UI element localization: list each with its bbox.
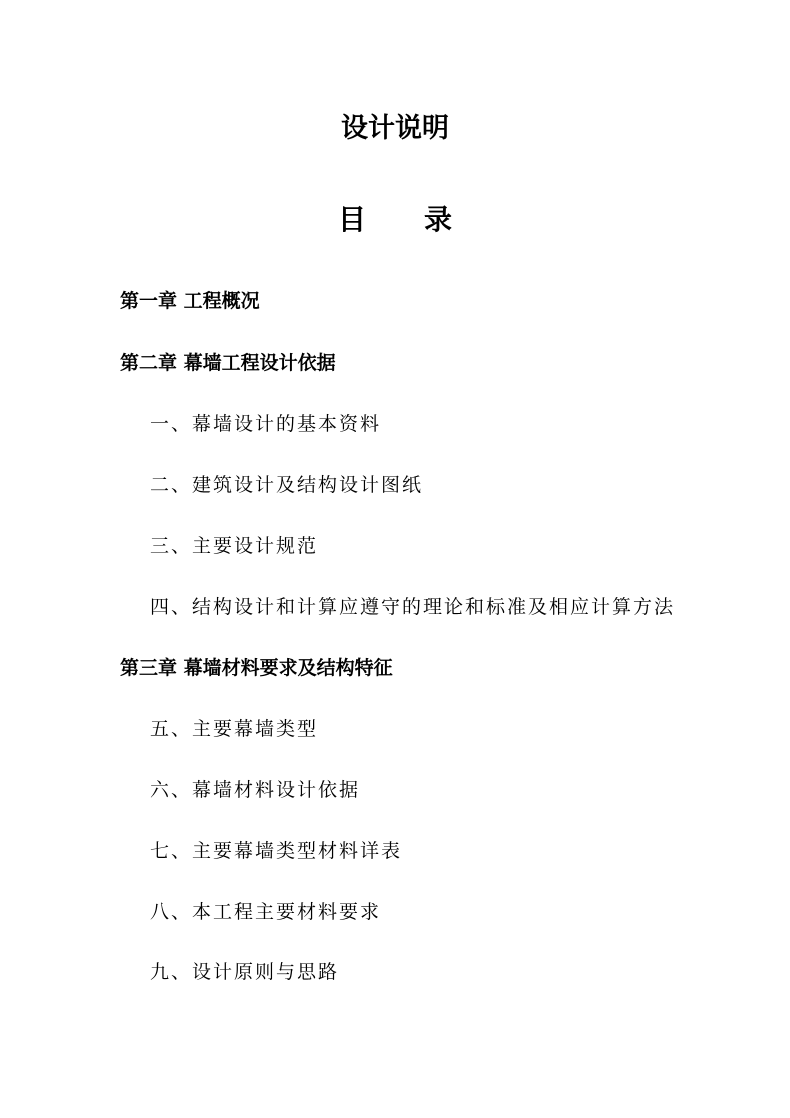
toc-chapter-3: 第三章 幕墙材料要求及结构特征 bbox=[120, 657, 393, 679]
toc-chapter-2: 第二章 幕墙工程设计依据 bbox=[120, 352, 336, 374]
document-title: 设计说明 bbox=[341, 113, 449, 144]
toc-section-5: 五、主要幕墙类型 bbox=[150, 718, 319, 740]
toc-heading: 目录 bbox=[337, 203, 510, 236]
toc-section-3: 三、主要设计规范 bbox=[150, 535, 319, 557]
toc-section-7: 七、主要幕墙类型材料详表 bbox=[150, 840, 403, 862]
toc-section-9: 九、设计原则与思路 bbox=[150, 961, 340, 983]
toc-section-6: 六、幕墙材料设计依据 bbox=[150, 779, 361, 801]
toc-section-8: 八、本工程主要材料要求 bbox=[150, 901, 382, 923]
toc-chapter-1: 第一章 工程概况 bbox=[120, 290, 260, 312]
toc-section-1: 一、幕墙设计的基本资料 bbox=[150, 413, 382, 435]
toc-section-4: 四、结构设计和计算应遵守的理论和标准及相应计算方法 bbox=[150, 596, 676, 618]
toc-section-2: 二、建筑设计及结构设计图纸 bbox=[150, 474, 424, 496]
